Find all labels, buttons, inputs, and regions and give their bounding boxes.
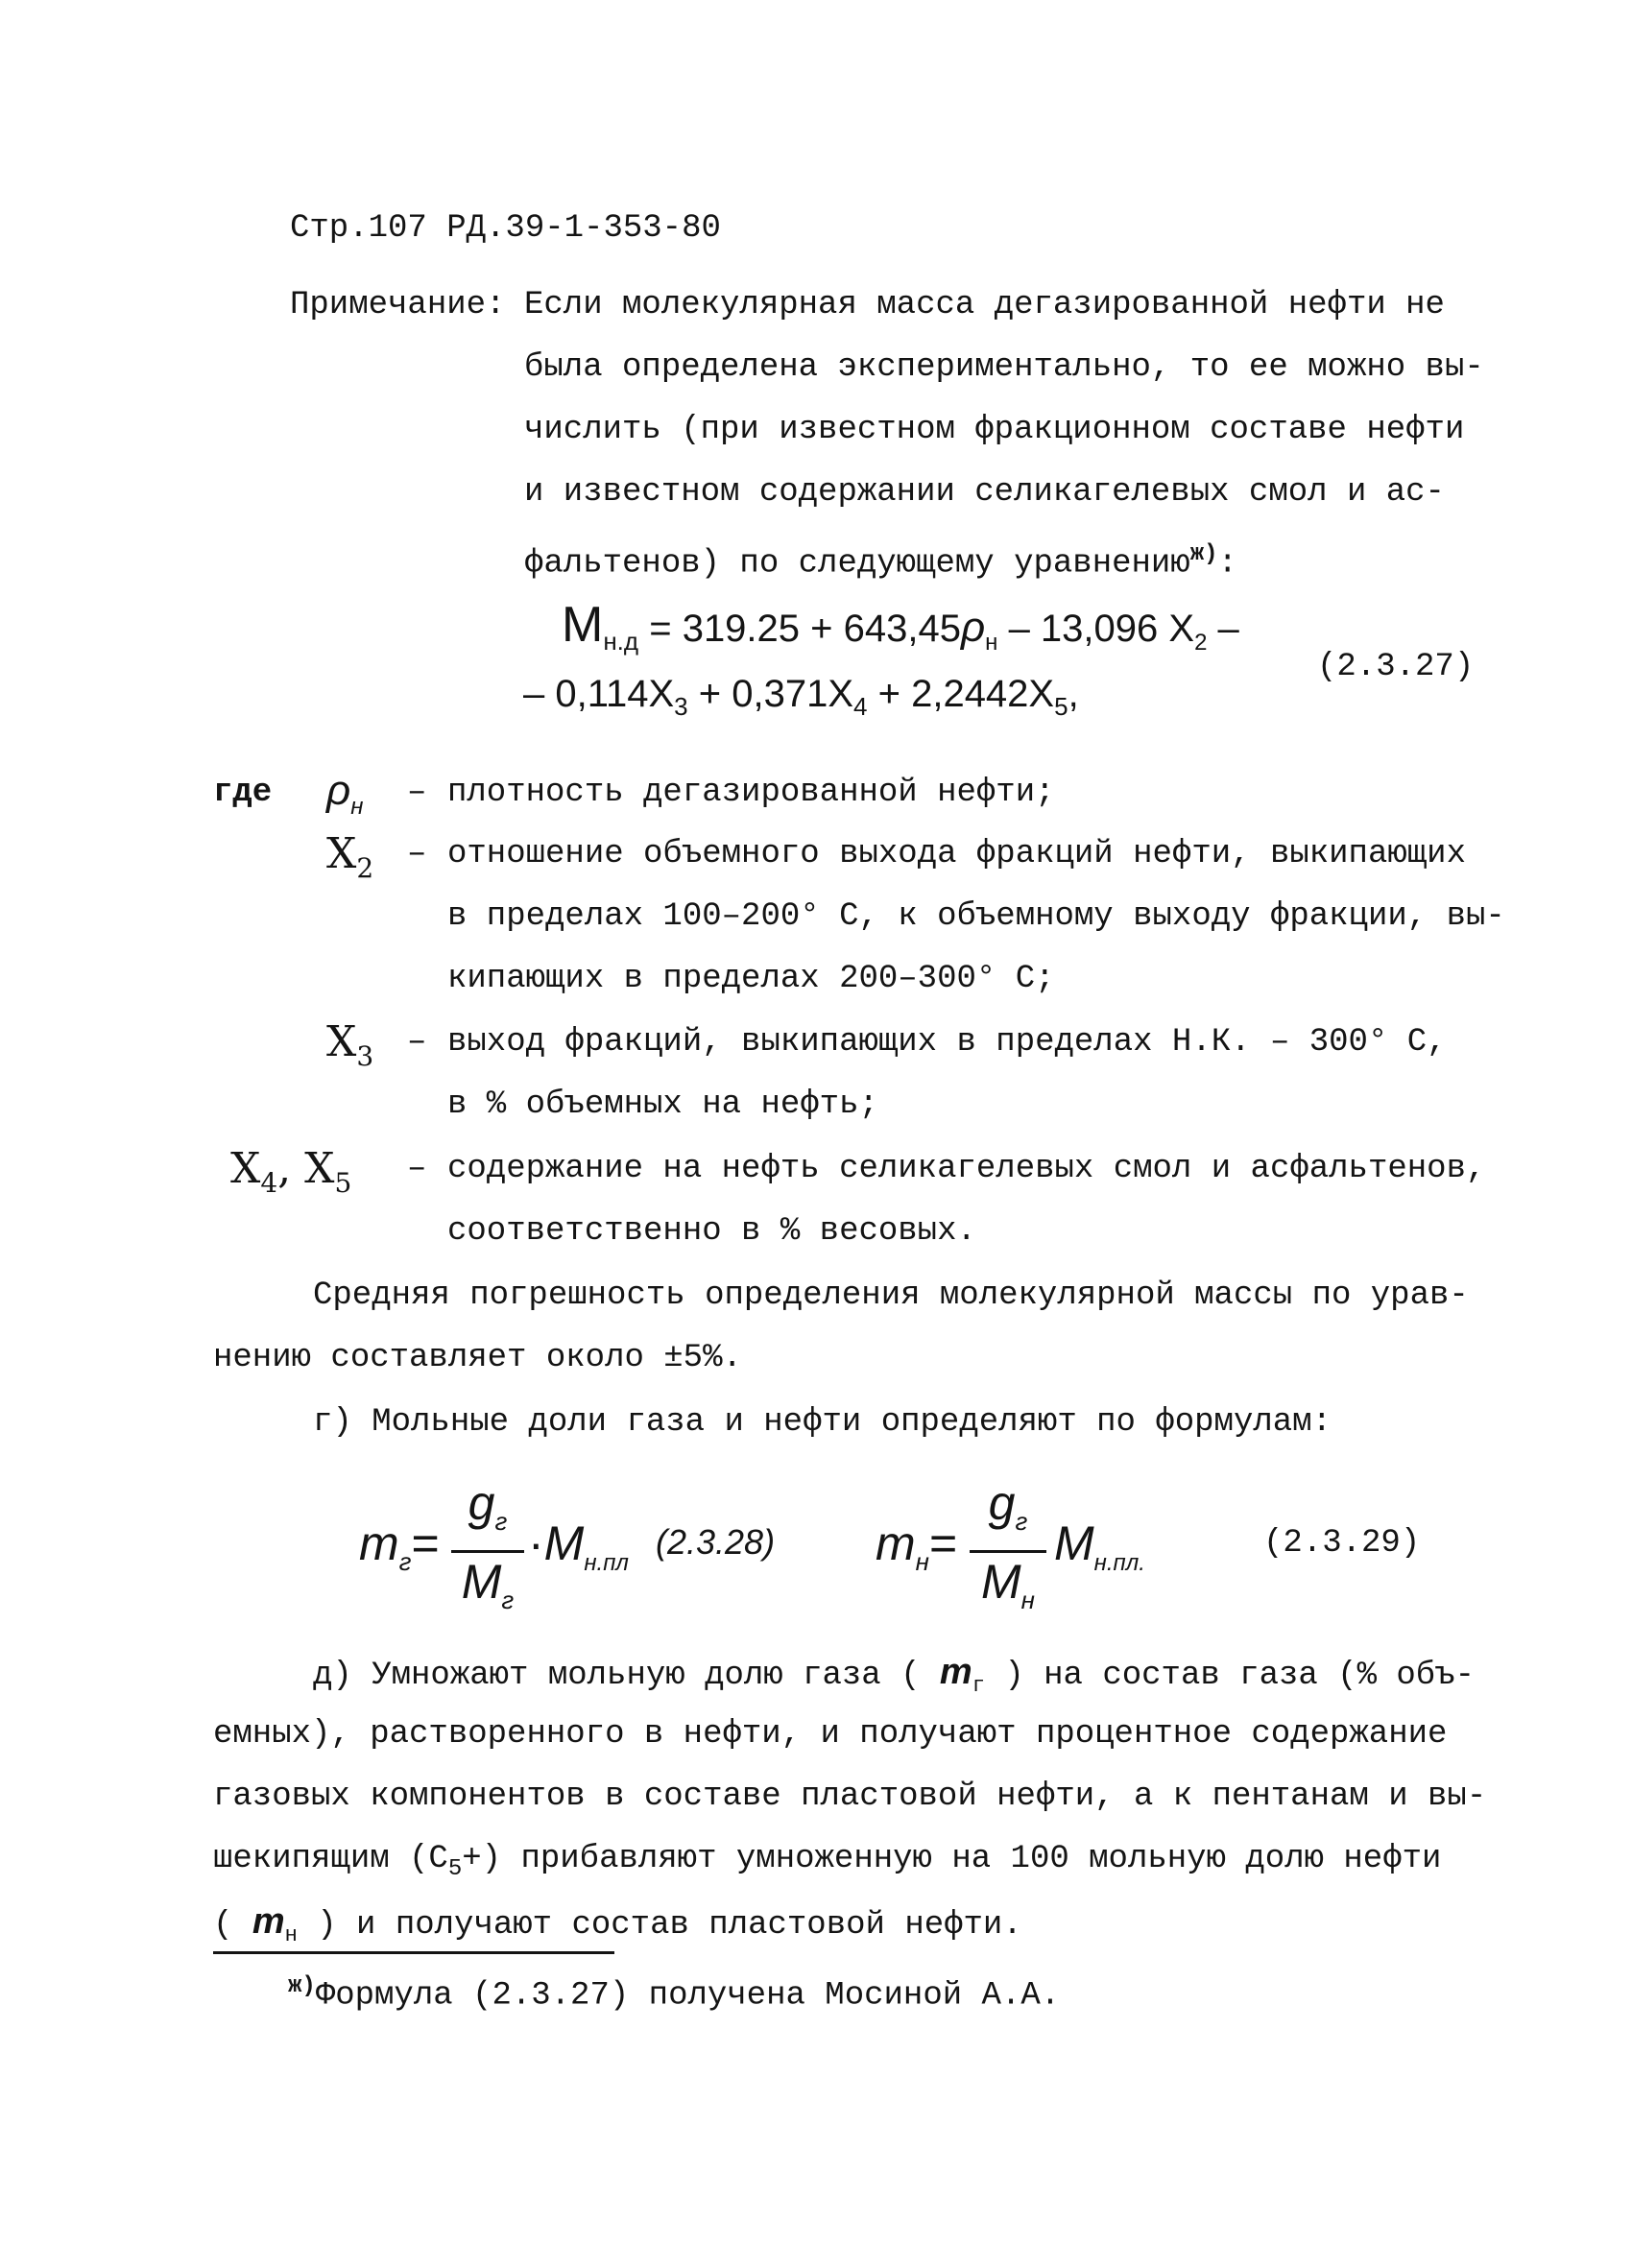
formula-2-3-29-fraction: $g_г$ $M_н$: [970, 1476, 1046, 1627]
formula-2-3-28-lhs: $m_г=$: [359, 1516, 440, 1576]
item-d-line-4: шекипящим $(С_5+)$ прибавляют умноженную на 100 мольную долю нефти: [213, 1841, 1442, 1882]
x3-definition-line-2: в % объемных на нефть;: [447, 1086, 878, 1123]
x2-definition-line-3: кипающих в пределах 200–300° С;: [447, 961, 1055, 997]
x3-symbol: $X_3$: [326, 1017, 374, 1072]
footnote-reference: ж): [1189, 541, 1218, 567]
page-header: Стр.107 РД.39-1-353-80: [290, 210, 721, 247]
formula-2-3-29-lhs: $m_н=$: [876, 1516, 958, 1576]
note-line-4: и известном содержании селикагелевых смол и ас-: [524, 474, 1445, 511]
rho-definition: плотность дегазированной нефти;: [447, 775, 1055, 811]
item-d-line-2: емных), растворенного в нефти, и получают процентное содержание: [213, 1716, 1448, 1753]
item-g-text: г) Мольные доли газа и нефти определяют по формулам:: [313, 1404, 1332, 1441]
x4-x5-definition-line-2: соответственно в % весовых.: [447, 1213, 976, 1250]
formula-2-3-28-fraction: $g_г$ $M_г$: [451, 1476, 524, 1627]
formula-2-3-29-number: (2.3.29): [1263, 1525, 1421, 1562]
note-line-2: была определена экспериментально, то ее можно вы-: [524, 349, 1484, 386]
formula-2-3-28-number: (2.3.28): [656, 1522, 776, 1562]
formula-2-3-27-line-2: – $0,114X_3 + 0,371X_4 + 2,2442X_5$,: [523, 673, 1079, 721]
x2-definition-line-2: в пределах 100–200° С, к объемному выходу фракции, вы-: [447, 898, 1505, 935]
formula-2-3-29-multiplier: $M_{н.пл.}$: [1054, 1516, 1145, 1576]
footnote-separator: [213, 1951, 614, 1954]
error-paragraph-line-2: нению составляет около ±5%.: [213, 1340, 742, 1376]
note-line-1: Если молекулярная масса дегазированной нефти не: [524, 287, 1445, 323]
item-d-line-5: ( $m_н$ ) и получают состав пластовой нефти.: [213, 1901, 1022, 1947]
x2-definition-line-1: отношение объемного выхода фракций нефти, выкипающих: [447, 836, 1466, 872]
error-paragraph-line-1: Средняя погрешность определения молекулярной массы по урав-: [313, 1277, 1469, 1314]
x4-x5-definition-line-1: содержание на нефть селикагелевых смол и асфальтенов,: [447, 1151, 1486, 1187]
x2-symbol: $X_2$: [326, 829, 374, 884]
formula-2-3-27-number: (2.3.27): [1317, 649, 1475, 685]
rho-dash: –: [407, 775, 427, 811]
item-d-line-1: д) Умножают мольную долю газа ( $m_г$ ) на состав газа (% объ-: [313, 1652, 1476, 1698]
x4-x5-symbols: $X_4$, $X_5$: [230, 1144, 352, 1199]
note-label: Примечание:: [290, 287, 506, 323]
item-d-line-3: газовых компонентов в составе пластовой нефти, а к пентанам и вы-: [213, 1779, 1487, 1815]
note-line-5: фальтенов) по следующему уравнению$^{ж)}$:: [524, 541, 1237, 583]
x4-x5-dash: –: [407, 1151, 427, 1187]
x3-definition-line-1: выход фракций, выкипающих в пределах Н.К. – 300° С,: [447, 1024, 1447, 1061]
formula-2-3-27-line-1: $М_{н.д} = 319.25 + 643,45\rho_н - 13,096$ $X_2$ –: [562, 597, 1239, 656]
x2-dash: –: [407, 836, 427, 872]
footnote-mark: ж): [288, 1973, 316, 1999]
note-line-3: числить (при известном фракционном составе нефти: [524, 412, 1465, 448]
x3-dash: –: [407, 1024, 427, 1061]
rho-symbol: $\rho_н$: [326, 767, 364, 820]
formula-2-3-28-multiplier: $\cdot M_{н.пл}$: [528, 1516, 629, 1576]
where-word: где: [213, 775, 273, 811]
footnote: $^{ж)}$Формула (2.3.27) получена Мосиной А.А.: [288, 1973, 1061, 2015]
